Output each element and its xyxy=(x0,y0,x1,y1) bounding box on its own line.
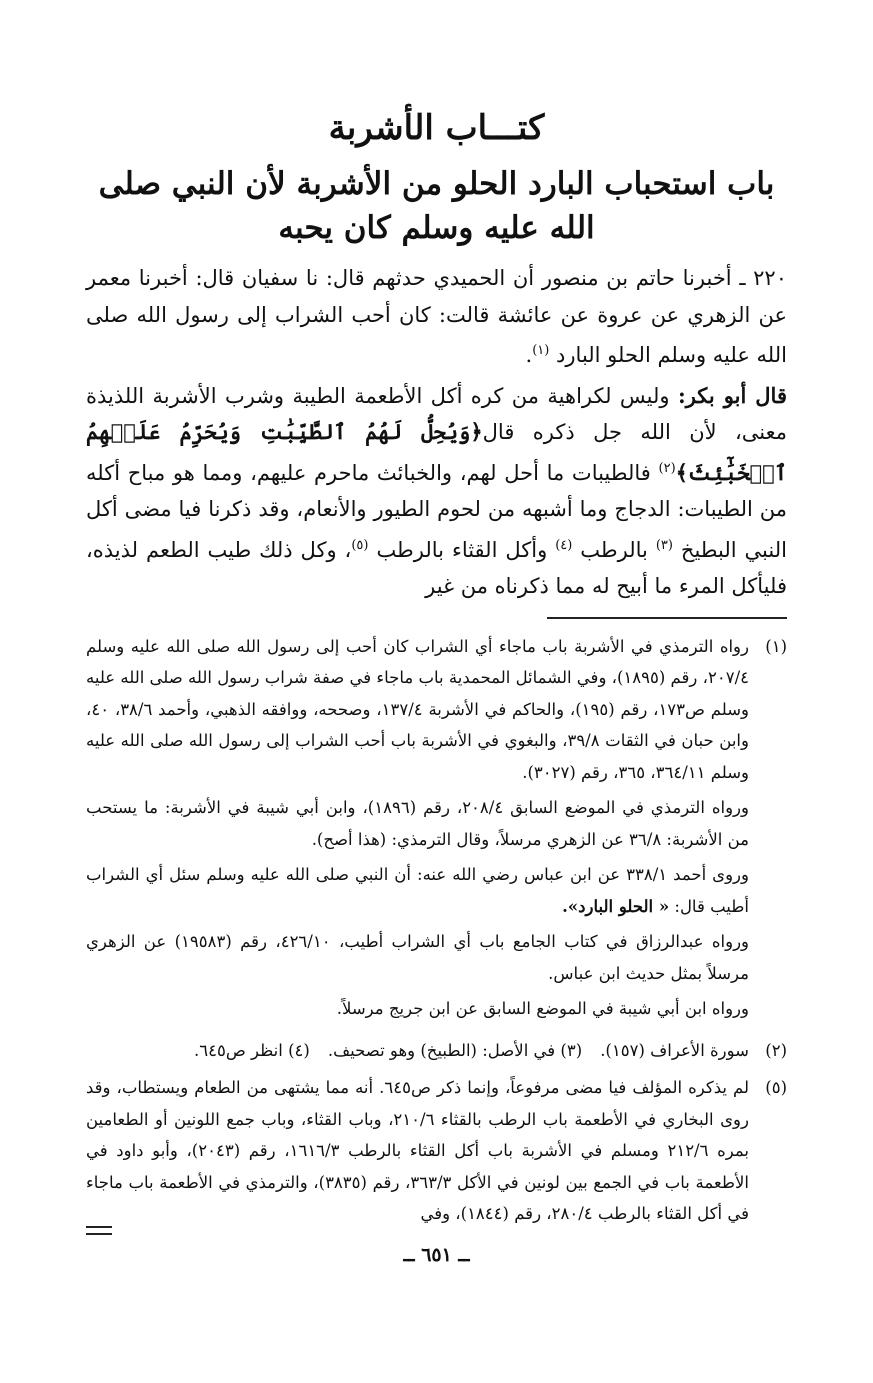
footnote-ref-4: (٤) xyxy=(555,537,573,553)
chapter-title: باب استحباب البارد الحلو من الأشربة لأن النبي صلى الله عليه وسلم كان يحبه xyxy=(98,166,775,246)
footnote-number: (١) xyxy=(765,636,787,656)
commentary-part-2: فالطيبات ما أحل لهم، والخبائث ماحرم عليهم، ومما هو مباح أكله من الطيبات: الدجاج وما أشبهه من لحوم الطيور والأنعام، وقد ذكرنا فيا مضى أكل النبي البطيخ xyxy=(86,460,787,562)
commentary-lead: قال أبو بكر: xyxy=(677,382,787,408)
main-text xyxy=(86,260,787,605)
footnote-ref-5: (٥) xyxy=(351,537,369,553)
footnote-ref-2: (٢) xyxy=(658,460,676,476)
continuation-mark xyxy=(86,1226,112,1235)
footnote-1 xyxy=(86,631,787,1029)
hadith-paragraph: ٢٢٠ ـ أخبرنا حاتم بن منصور أن الحميدي حدثهم قال: نا سفيان قال: أخبرنا معمر عن الزهري عن عروة عن عائشة قالت: كان أحب الشراب إلى رسول الله صلى الله عليه وسلم الحلو البارد $^{(١)}$. xyxy=(86,266,787,367)
footnotes xyxy=(86,631,787,1230)
footnote-2-4 xyxy=(86,1035,787,1067)
page-number: ــ ٦٥١ ــ xyxy=(403,1244,470,1266)
commentary-part-3: بالرطب xyxy=(580,537,656,562)
footnote-body xyxy=(86,631,749,1029)
footnote-number: (٥) xyxy=(765,1078,787,1097)
commentary-part-4: وأكل القثاء بالرطب xyxy=(376,537,556,562)
footnote-paragraph xyxy=(86,859,749,922)
book-title: كتـــاب الأشربة xyxy=(328,108,545,148)
footnote-paragraph: رواه الترمذي في الأشربة باب ماجاء أي الشراب كان أحب إلى رسول الله صلى الله عليه وسلم ٢٠٧/٤، رقم (١٨٩٥)، وفي الشمائل المحمدية باب ماجاء في صفة شراب رسول الله صلى الله عليه وسلم ص١٧٣، رقم (١٩٥)، والحاكم في الأشربة ١٣٧/٤، وصححه، ووافقه الذهبي، وأحمد ٣٨/٦، ٤٠، وابن حبان في الثقات ٣٩/٨، والبغوي في الأشربة باب أحب الشراب إلى رسول الله صلى الله عليه وسلم ٣٦٤/١١، ٣٦٥، رقم (٣٠٢٧). xyxy=(86,636,750,782)
footnote-separator xyxy=(547,617,787,619)
footnote-paragraph: ورواه ابن أبي شيبة في الموضع السابق عن ابن جريج مرسلاً. xyxy=(336,999,749,1018)
footnote-paragraph: ورواه الترمذي في الموضع السابق ٢٠٨/٤، رقم (١٨٩٦)، وابن أبي شيبة في الأشربة: ما يستحب من الأشربة: ٣٦/٨ عن الزهري مرسلاً، وقال الترمذي: (هذا أصح). xyxy=(86,798,749,849)
commentary-paragraph xyxy=(86,378,787,605)
quran-verse: ﴿وَيُحِلُّ لَهُمُ ٱلطَّيِّبَٰتِ وَيُحَرِّمُ عَلَيۡهِمُ ٱلۡخَبَٰٓئِثَ﴾ xyxy=(86,419,787,485)
page-content xyxy=(86,108,787,1236)
footnote-body: لم يذكره المؤلف فيا مضى مرفوعاً، وإنما ذكر ص٦٤٥. أنه مما يشتهى من الطعام ويستطاب، وقد روى البخاري في الأطعمة باب الرطب بالقثاء ٢١٠/٦، وباب القثاء، وباب جمع اللونين أو الطعامين بمره ٢١٢/٦ ومسلم في الأشربة باب أكل القثاء بالرطب ١٦١٦/٣، رقم (٢٠٤٣)، وأبو داود في الأطعمة باب في الجمع بين لونين في الأكل ٣٦٣/٣، رقم (٣٨٣٥)، والترمذي في الأطعمة باب ماجاء في أكل القثاء بالرطب ٢٨٠/٤، رقم (١٨٤٤)، وفي xyxy=(86,1078,750,1223)
footnote-paragraph: ورواه عبدالرزاق في كتاب الجامع باب أي الشراب أطيب، ٤٢٦/١٠، رقم (١٩٥٨٣) عن الزهري مرسلاً بمثل حديث ابن عباس. xyxy=(86,932,749,983)
commentary-part-5: ، وكل ذلك طيب الطعم لذيذه، فليأكل المرء ما أبيح له مما ذكرناه من غير xyxy=(86,537,787,598)
footnote-body xyxy=(86,1035,749,1067)
footnote-text: وروى أحمد ٣٣٨/١ عن ابن عباس رضي الله عنه: أن النبي صلى الله عليه وسلم سئل أي الشراب أطيب قال: xyxy=(86,865,749,916)
footnote-ref-3: (٣) xyxy=(655,537,673,553)
footnote-5 xyxy=(86,1072,787,1230)
hadith-text: ٢٢٠ ـ أخبرنا حاتم بن منصور أن الحميدي حدثهم قال: نا سفيان قال: أخبرنا معمر عن الزهري عن عروة عن عائشة قالت: كان أحب الشراب إلى رسول الله صلى الله عليه وسلم الحلو البارد xyxy=(86,266,787,367)
footnote-2-text: سورة الأعراف (١٥٧). xyxy=(600,1040,749,1060)
footnote-number: (٢) xyxy=(765,1040,787,1060)
footnote-ref-1: (١) xyxy=(532,343,550,358)
footnote-quote: « الحلو البارد». xyxy=(562,896,670,916)
footnote-4-text: (٤) انظر ص٦٤٥. xyxy=(193,1040,310,1060)
footnote-3-text: (٣) في الأصل: (الطبيخ) وهو تصحيف. xyxy=(327,1040,583,1060)
commentary-part-1: وليس لكراهية من كره أكل الأطعمة الطيبة وشرب الأشربة اللذيذة معنى، لأن الله جل ذكره قال xyxy=(86,383,787,444)
